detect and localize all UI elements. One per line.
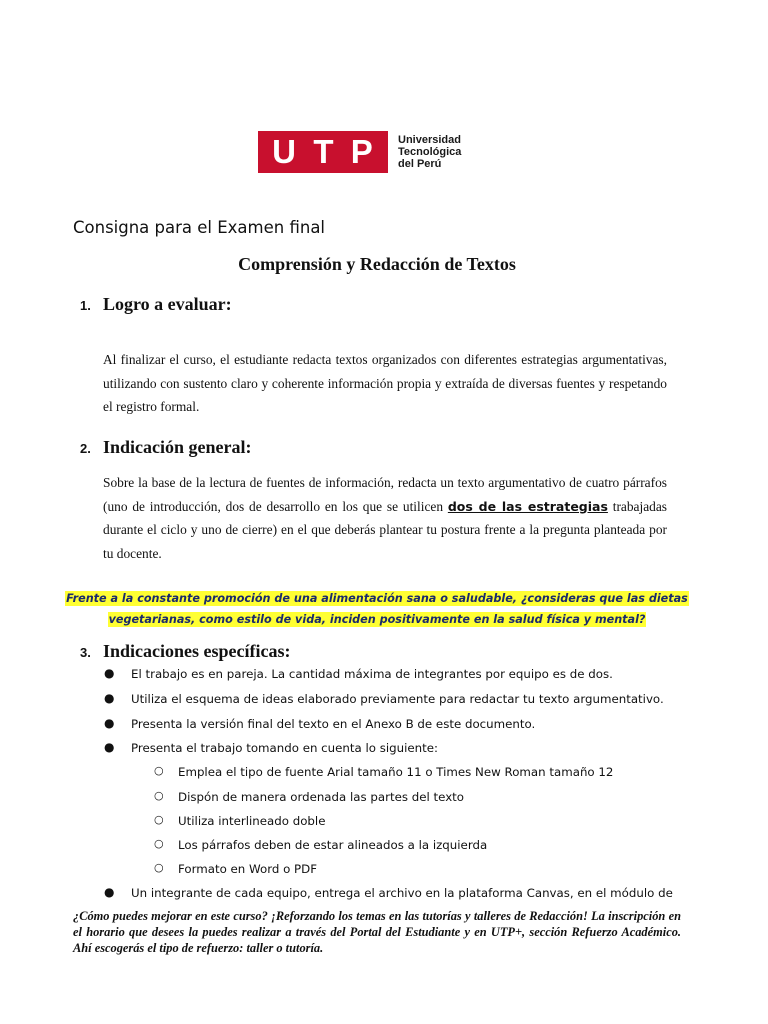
section-2-heading [80,437,252,458]
body-text: Sobre la base de la lectura de fuentes de información, redacta un texto argumentativo de cuatro párrafos (uno de introducción, dos de desarrollo en los que se utilicen [103,475,667,514]
section-1-heading [80,294,232,315]
tutoring-footer-note: ¿Cómo puedes mejorar en este curso? ¡Reforzando los temas en las tutorías y talleres de Redacción! La inscripción en el horario que desees la puedes realizar a través del Portal del Estudiante y en UTP+, sección Refuerzo Académico. Ahí escogerás el tipo de refuerzo: taller o tutoría. [73,909,681,955]
section-title: Indicación general: [103,437,252,457]
logo-line-2: Tecnológica [398,146,462,158]
logo-letter-t: T [313,133,335,170]
emphasis-strategies: dos de las estrategias [447,498,608,514]
section-1-body: Al finalizar el curso, el estudiante redacta textos organizados con diferentes estrategias argumentativas, utilizando con sustento claro y coherente información propia y extraída de diversas fuentes y respetando el registro formal. [103,352,667,414]
body-text: trabajadas durante el ciclo y uno de cierre) en el que deberás plantear tu postura frente a la pregunta planteada por tu docente. [103,498,668,561]
section-number: 2. [80,441,91,456]
logo-letter-u: U [272,133,297,170]
exam-question [40,588,714,630]
bullet-icon: ● [104,885,115,899]
circle-bullet-icon: ○ [154,764,164,777]
question-line-1: Frente a la constante promoción de una alimentación sana o saludable, ¿consideras que las dietas [66,592,688,605]
section-2-body [103,471,667,565]
logo-line-3: del Perú [398,158,442,170]
section-number: 3. [80,645,91,660]
logo-wordmark [398,134,461,170]
section-title: Indicaciones específicas: [103,641,291,661]
bullet-icon: ● [104,666,115,680]
bullet-icon: ● [104,740,115,754]
circle-bullet-icon: ○ [154,837,164,850]
circle-bullet-icon: ○ [154,789,164,802]
logo-mark [258,131,388,173]
question-line-2: vegetarianas, como estilo de vida, inciden positivamente en la salud física y mental? [108,613,646,626]
circle-bullet-icon: ○ [154,861,164,874]
utp-logo [258,131,461,173]
bullet-icon: ● [104,691,115,705]
logo-letter-p: P [350,133,374,170]
circle-bullet-icon: ○ [154,813,164,826]
section-number: 1. [80,298,91,313]
document-title: Consigna para el Examen final [73,218,326,237]
logo-line-1: Universidad [398,134,461,146]
bullet-icon: ● [104,716,115,730]
course-subtitle: Comprensión y Redacción de Textos [238,254,516,274]
section-title: Logro a evaluar: [103,294,232,314]
section-3-heading [80,641,290,662]
